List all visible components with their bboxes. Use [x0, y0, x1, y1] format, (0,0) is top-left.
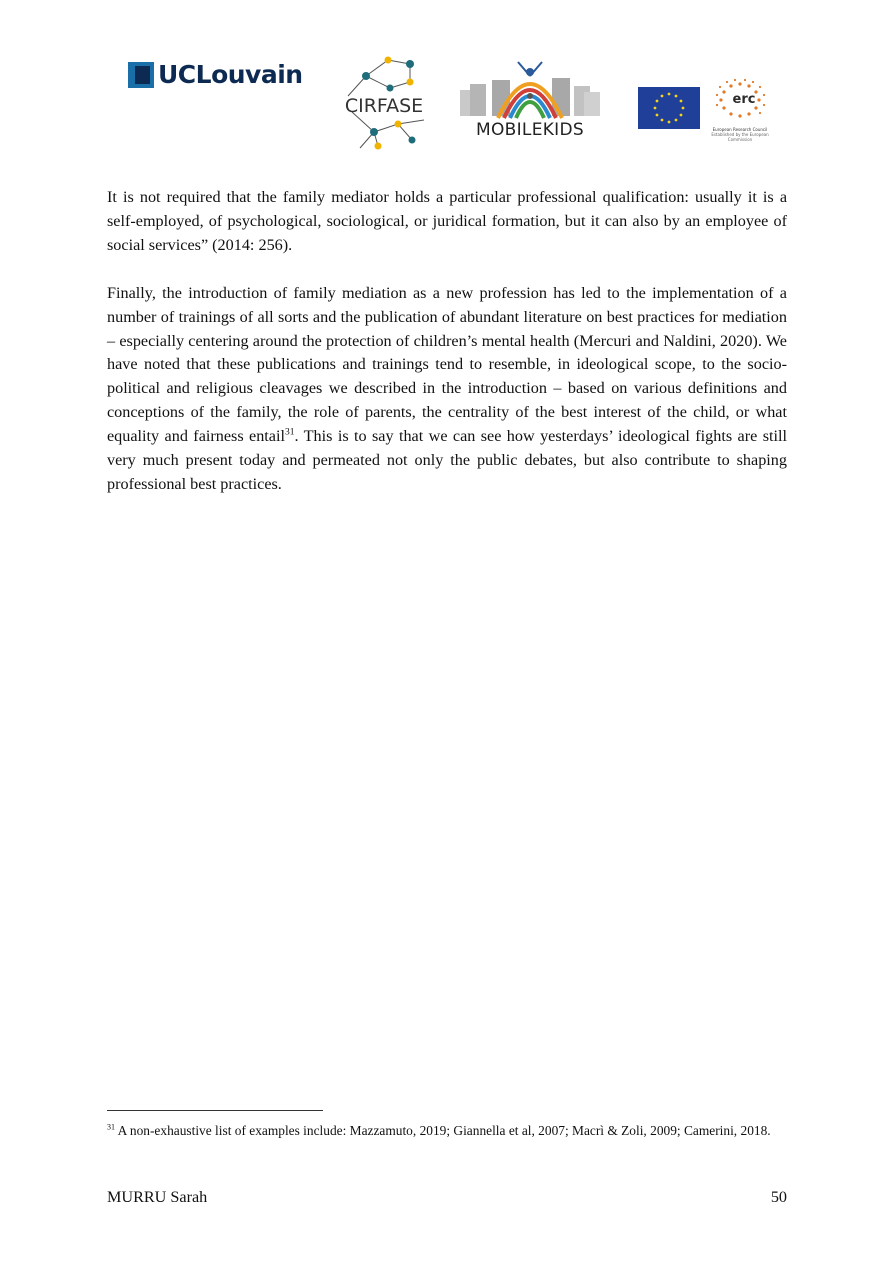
- paragraph-2-continuation: . This is to say that we can see how yesterdays’ ideological fights are still very much present today and permeated not only the public debates, but also contribute to shaping professional best practices.: [107, 427, 788, 493]
- erc-subtitle-secondary: Established by the European Commission: [711, 132, 769, 142]
- cirfase-wordmark: CIRFASE: [344, 95, 424, 117]
- footnote-text: A non-exhaustive list of examples include: Mazzamuto, 2019; Giannella et al, 2007; Macrì & Zoli, 2009; Camerini, 2018.: [115, 1123, 771, 1138]
- paragraph-1: It is not required that the family mediator holds a particular professional qualification: usually it is a self-employed, of psychological, sociological, or juridical formation, but it can also by an employee of social services” (2014: 256).: [107, 188, 787, 254]
- footer-author: MURRU Sarah: [107, 1188, 208, 1206]
- erc-wordmark: erc: [732, 92, 756, 107]
- uclouvain-wordmark: UCLouvain: [158, 60, 303, 89]
- footnote-number: 31: [107, 1122, 115, 1132]
- footnote: [107, 1122, 787, 1140]
- uclouvain-logo: [128, 60, 303, 89]
- mobilekids-wordmark: MOBILEKIDS: [476, 120, 584, 140]
- erc-subtitle: European Research Council: [712, 127, 768, 132]
- uclouvain-mark-icon: [128, 62, 154, 88]
- main-text: [107, 186, 787, 521]
- cirfase-logo: [338, 54, 430, 152]
- footnote-reference[interactable]: 31: [285, 427, 295, 438]
- mobilekids-emblem: [458, 56, 602, 120]
- paragraph-2-text: Finally, the introduction of family mediation as a new profession has led to the implementation of a number of trainings of all sorts and the publication of abundant literature on best practices for mediation – especially centering around the protection of children’s mental health (Mercuri and Naldini, 2020). We have noted that these publications and trainings tend to resemble, in ideological scope, to the socio-political and religious cleavages we described in the introduction – based on various definitions and conceptions of the family, the role of parents, the centrality of the best interest of the child, or what equality and fairness entail: [107, 283, 787, 446]
- page-number: 50: [770, 1188, 787, 1206]
- footnote-divider: [107, 1110, 323, 1111]
- paragraph-2: [107, 282, 787, 497]
- eu-flag-icon: [638, 87, 700, 129]
